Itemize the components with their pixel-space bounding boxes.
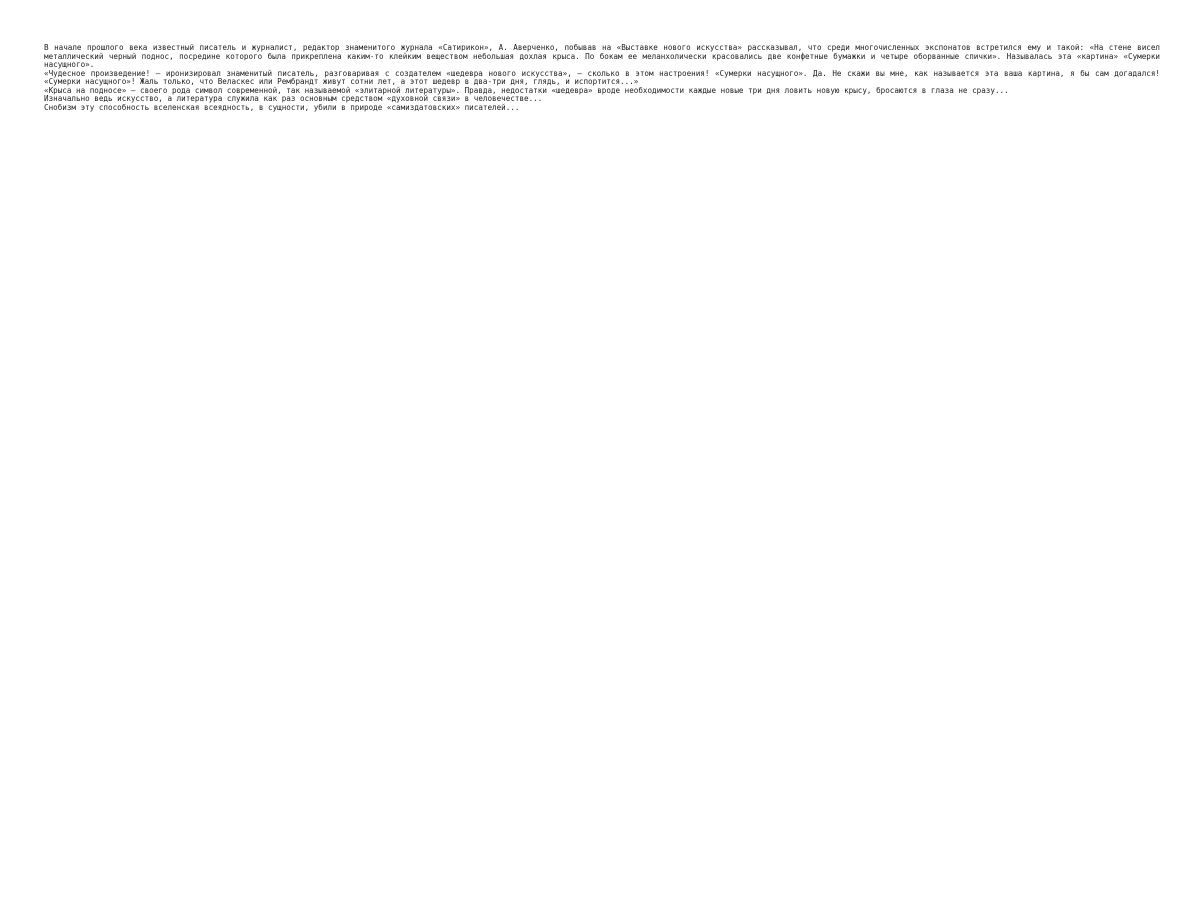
document-page — [44, 44, 1160, 870]
paragraph: В начале прошлого века известный писатель и журналист, редактор знаменитого журнала «Сатирикон», А. Аверченко, побывав на «Выставке нового искусства» рассказывал, что среди многочисленных экспонатов встретился ему и такой: «На стене висел металлический черный поднос, посредине которого была прикреплена каким-то клейким веществом небольшая дохлая крыса. По бокам ее меланхолически красовались две конфетные бумажки и четыре оборванные спички». Называлась эта «картина» «Сумерки насущного». — [44, 44, 1160, 69]
paragraph: «Крыса на подносе» — своего рода символ современной, так называемой «элитарной литературы». Правда, недостатки «шедевра» вроде необходимости каждые новые три дня ловить новую крысу, бросаются в глаза не сразу... — [44, 85, 1009, 95]
paragraph: Изначально ведь искусство, а литература служила как раз основным средством «духовной связи» в человечестве... — [44, 94, 543, 103]
paragraph: «Чудесное произведение! — иронизировал знаменитый писатель, разговаривая с создателем «шедевра нового искусства», — сколько в этом настроения! «Сумерки насущного». Да. Не скажи вы мне, как называется эта ваша картина, я бы сам догадался! «Сумерки насущного»! Жаль только, что Веласкес или Рембрандт живут сотни лет, а этот шедевр в два-три дня, глядь, и испортится...» — [44, 68, 1160, 86]
paragraph: Снобизм эту способность вселенская всеядность, в сущности, убили в природе «самиздатовских» писателей... — [44, 102, 520, 112]
